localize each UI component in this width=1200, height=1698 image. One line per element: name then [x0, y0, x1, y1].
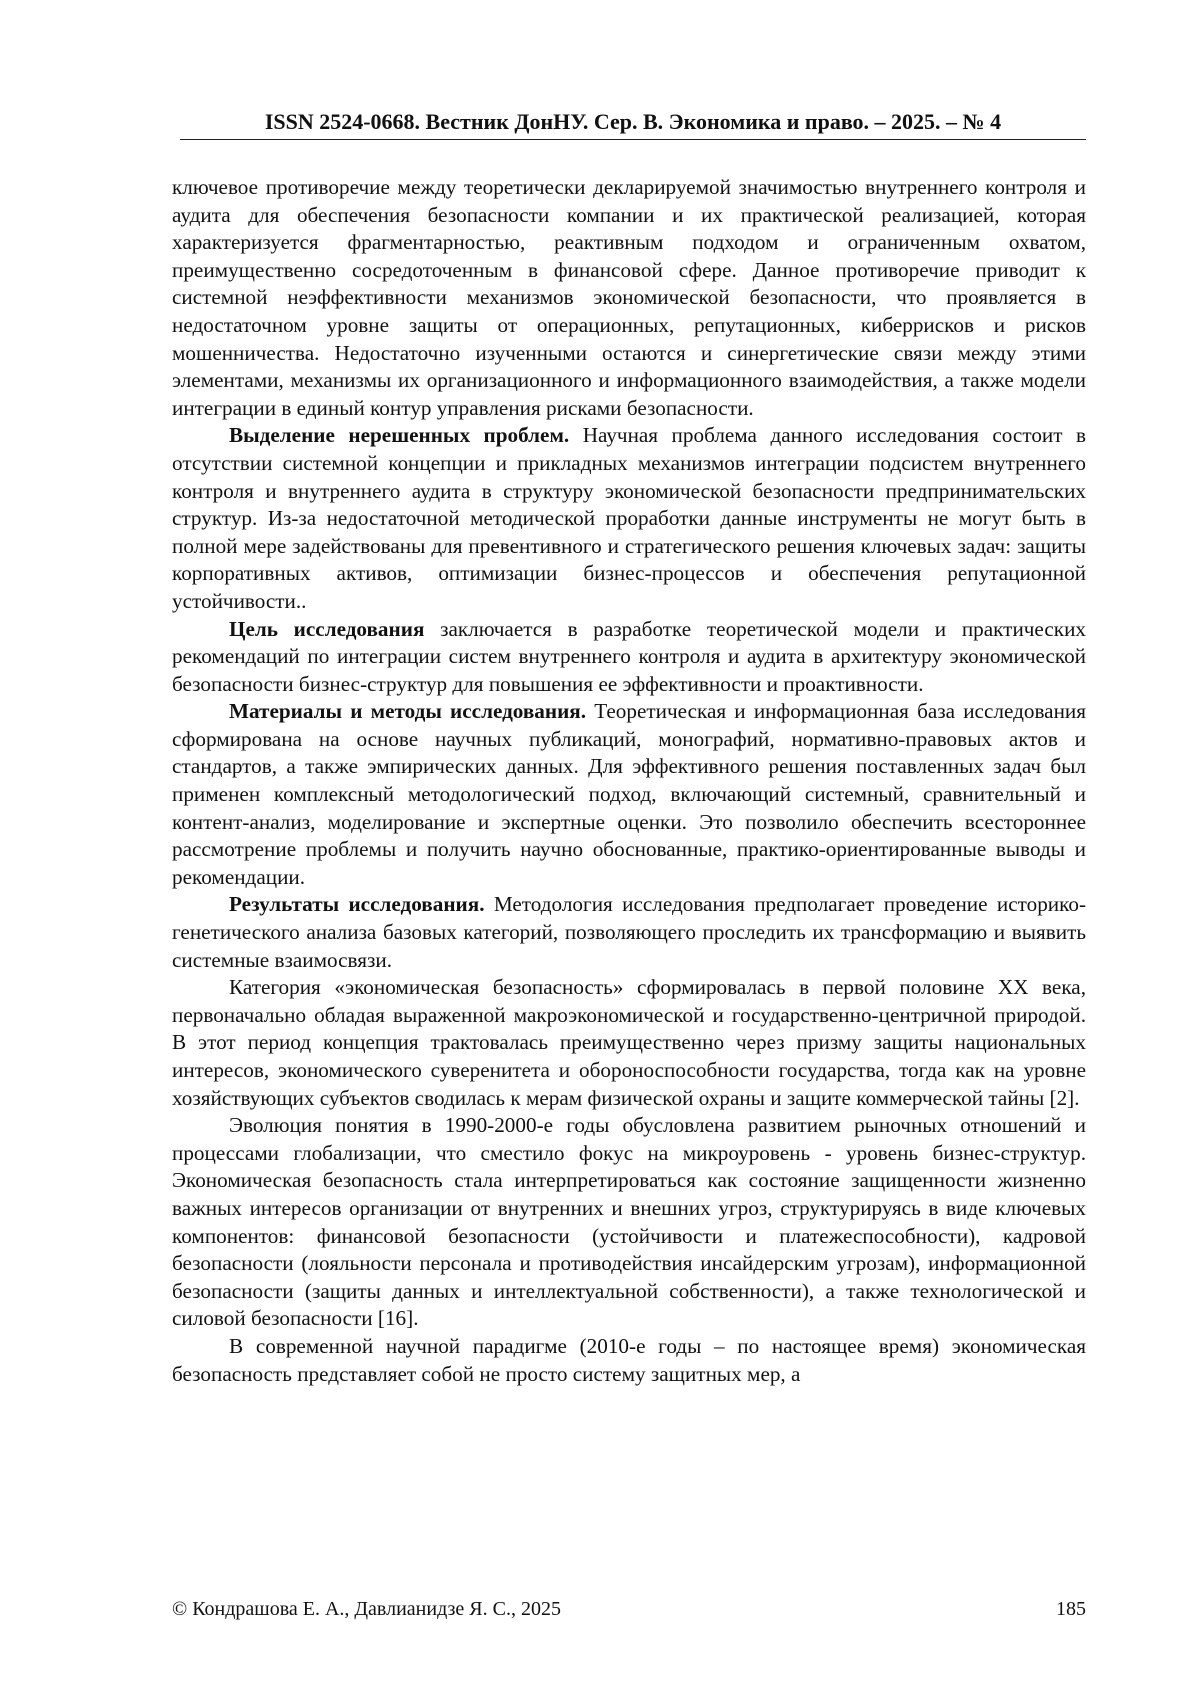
paragraph-text: Теоретическая и информационная база исследования сформирована на основе научных публикаций, монографий, нормативно-правовых актов и стандартов, а также эмпирических данных. Для эффективного решения поставленных задач был применен комплексный методологический подход, включающий системный, сравнительный и контент-анализ, моделирование и экспертные оценки. Это позволило обеспечить всестороннее рассмотрение проблемы и получить научно обоснованные, практико-ориентированные выводы и рекомендации. — [172, 699, 1086, 889]
paragraph-continuation: ключевое противоречие между теоретически декларируемой значимостью внутреннего контроля и аудита для обеспечения безопасности компании и их практической реализацией, которая характеризуется фрагментарностью, реактивным подходом и ограниченным охватом, преимущественно сосредоточенным в финансовой сфере. Данное противоречие приводит к системной неэффективности механизмов экономической безопасности, что проявляется в недостаточном уровне защиты от операционных, репутационных, киберрисков и рисков мошенничества. Недостаточно изученными остаются и синергетические связи между этими элементами, механизмы их организационного и информационного взаимодействия, а также модели интеграции в единый контур управления рисками безопасности. — [172, 175, 1086, 420]
paragraph-text: Научная проблема данного исследования состоит в отсутствии системной концепции и прикладных механизмов интеграции подсистем внутреннего контроля и внутреннего аудита в структуру экономической безопасности предпринимательских структур. Из-за недостаточной методической проработки данные инструменты не могут быть в полной мере задействованы для превентивного и стратегического решения ключевых задач: защиты корпоративных активов, оптимизации бизнес-процессов и обеспечения репутационной устойчивости.. — [172, 423, 1086, 613]
page-footer — [172, 1596, 1086, 1622]
section-lead-unsolved-problems: Выделение нерешенных проблем. — [229, 423, 570, 448]
paragraph-economic-security-category: Категория «экономическая безопасность» сформировалась в первой половине XX века, первоначально обладая выраженной макроэкономической и государственно-центричной природой. В этот период концепция трактовалась преимущественно через призму защиты национальных интересов, экономического суверенитета и обороноспособности государства, тогда как на уровне хозяйствующих субъектов сводилась к мерам физической охраны и защите коммерческой тайны [2]. — [172, 975, 1086, 1110]
article-body — [172, 174, 1086, 1388]
running-header: ISSN 2524-0668. Вестник ДонНУ. Сер. В. Экономика и право. – 2025. – № 4 — [180, 108, 1086, 140]
paragraph-concept-evolution: Эволюция понятия в 1990-2000-е годы обусловлена развитием рыночных отношений и процессами глобализации, что сместило фокус на микроуровень - уровень бизнес-структур. Экономическая безопасность стала интерпретироваться как состояние защищенности жизненно важных интересов организации от внутренних и внешних угроз, структурируясь в виде ключевых компонентов: финансовой безопасности (устойчивости и платежеспособности), кадровой безопасности (лояльности персонала и противодействия инсайдерским угрозам), информационной безопасности (защиты данных и интеллектуальной собственности), а также технологической и силовой безопасности [16]. — [172, 1113, 1086, 1331]
paragraph-results — [172, 891, 1086, 974]
copyright-notice: © Кондрашова Е. А., Давлианидзе Я. С., 2025 — [172, 1598, 561, 1620]
section-lead-research-goal: Цель исследования — [229, 616, 425, 641]
paragraph-materials-methods — [172, 698, 1086, 891]
section-lead-results: Результаты исследования. — [229, 892, 485, 917]
paragraph-text: Методология исследования предполагает проведение историко-генетического анализа базовых категорий, позволяющего проследить их трансформацию и выявить системные взаимосвязи. — [172, 892, 1086, 972]
paragraph-text: заключается в разработке теоретической модели и практических рекомендаций по интеграции систем внутреннего контроля и аудита в архитектуру экономической безопасности бизнес-структур для повышения ее эффективности и проактивности. — [172, 616, 1086, 696]
paragraph-unsolved-problems — [172, 422, 1086, 615]
paragraph-modern-paradigm: В современной научной парадигме (2010-е годы – по настоящее время) экономическая безопасность представляет собой не просто систему защитных мер, а — [172, 1333, 1086, 1386]
paragraph-research-goal — [172, 616, 1086, 699]
section-lead-materials-methods: Материалы и методы исследования. — [229, 699, 587, 724]
page-number: 185 — [1056, 1598, 1086, 1620]
